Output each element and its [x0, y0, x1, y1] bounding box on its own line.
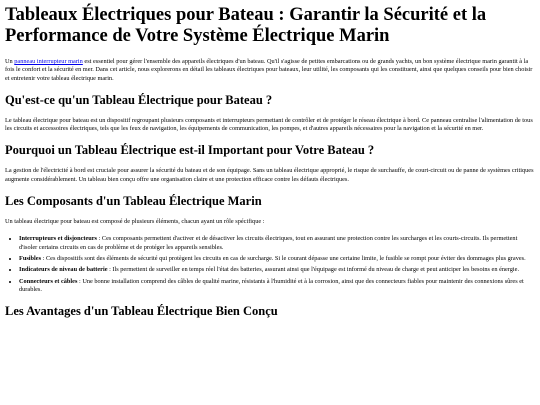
- list-item: [19, 266, 536, 274]
- section-heading-advantages: Les Avantages d'un Tableau Électrique Bien Conçu: [5, 304, 278, 319]
- section-text-definition: Le tableau électrique pour bateau est un dispositif regroupant plusieurs composants et interrupteurs permettant de contrôler et de protéger le réseau électrique à bord. Ce panneau centralise l'alimentation de tous les circuits et accessoires électriques, tels que les feux de navigation, les équipements de communication, les pompes, et d'autres appareils nécessaires pour la navigation et la sécurité en mer.: [5, 116, 533, 133]
- list-item: [19, 235, 536, 252]
- list-item: [19, 255, 536, 263]
- list-item: [19, 278, 536, 295]
- list-item-term: Interrupteurs et disjoncteurs: [19, 235, 98, 243]
- list-item-desc: : Ces composants permettent d'activer et de désactiver les circuits électriques, tout en assurant une protection contre les surcharges et les courts-circuits. Ils permettent d'isoler certains circuits en cas de problème et de protéger les appareils sensibles.: [19, 235, 518, 251]
- list-item-term: Connecteurs et câbles: [19, 277, 78, 285]
- section-text-importance: La gestion de l'électricité à bord est cruciale pour assurer la sécurité du bateau et de son équipage. Sans un tableau électrique approprié, le risque de surchauffe, de court-circuit ou de panne de systèmes critiques augmente considérablement. Un tableau bien conçu offre une organisation claire et une protection efficace contre les défauts électriques.: [5, 167, 534, 183]
- section-heading-definition: Qu'est-ce qu'un Tableau Électrique pour Bateau ?: [5, 92, 273, 107]
- intro-paragraph: [5, 58, 536, 83]
- section-text-components: Un tableau électrique pour bateau est composé de plusieurs éléments, chacun ayant un rôle spécifique :: [5, 218, 265, 226]
- page-title: Tableaux Électriques pour Bateau : Garantir la Sécurité et la Performance de Votre Système Électrique Marin: [5, 5, 487, 46]
- list-item-term: Indicateurs de niveau de batterie: [19, 266, 108, 274]
- list-item-desc: : Ils permettent de surveiller en temps réel l'état des batteries, assurant ainsi que l'équipage est informé du niveau de charge et peut anticiper les besoins en énergie.: [107, 266, 520, 274]
- components-list: [5, 235, 536, 294]
- section-heading-importance: Pourquoi un Tableau Électrique est-il Important pour Votre Bateau ?: [5, 143, 375, 158]
- list-item-desc: : Ces dispositifs sont des éléments de sécurité qui protègent les circuits en cas de surcharge. Si le courant dépasse une certaine limite, le fusible se rompt pour éviter des dommages plus graves.: [41, 254, 526, 262]
- intro-text-after: est essentiel pour gérer l'ensemble des appareils électriques d'un bateau. Qu'il s'agisse de petites embarcations ou de grands yachts, un bon système électrique marin garantit à la fois le confort et la sécurité en mer. Dans cet article, nous explorerons en détail les tableaux électriques pour bateaux, leur utilité, les composants qui les constituent, ainsi que quelques conseils pour bien choisir et entretenir votre tableau électrique marin.: [5, 58, 533, 82]
- intro-text-before: Un: [5, 58, 15, 65]
- list-item-desc: : Une bonne installation comprend des câbles de qualité marine, résistants à l'humidité et à la corrosion, ainsi que des connecteurs fiables pour maintenir des connexions sûres et durables.: [19, 277, 524, 293]
- list-item-term: Fusibles: [19, 254, 42, 262]
- section-heading-components: Les Composants d'un Tableau Électrique Marin: [5, 194, 262, 209]
- panneau-interrupteur-link[interactable]: panneau interrupteur marin: [14, 58, 83, 65]
